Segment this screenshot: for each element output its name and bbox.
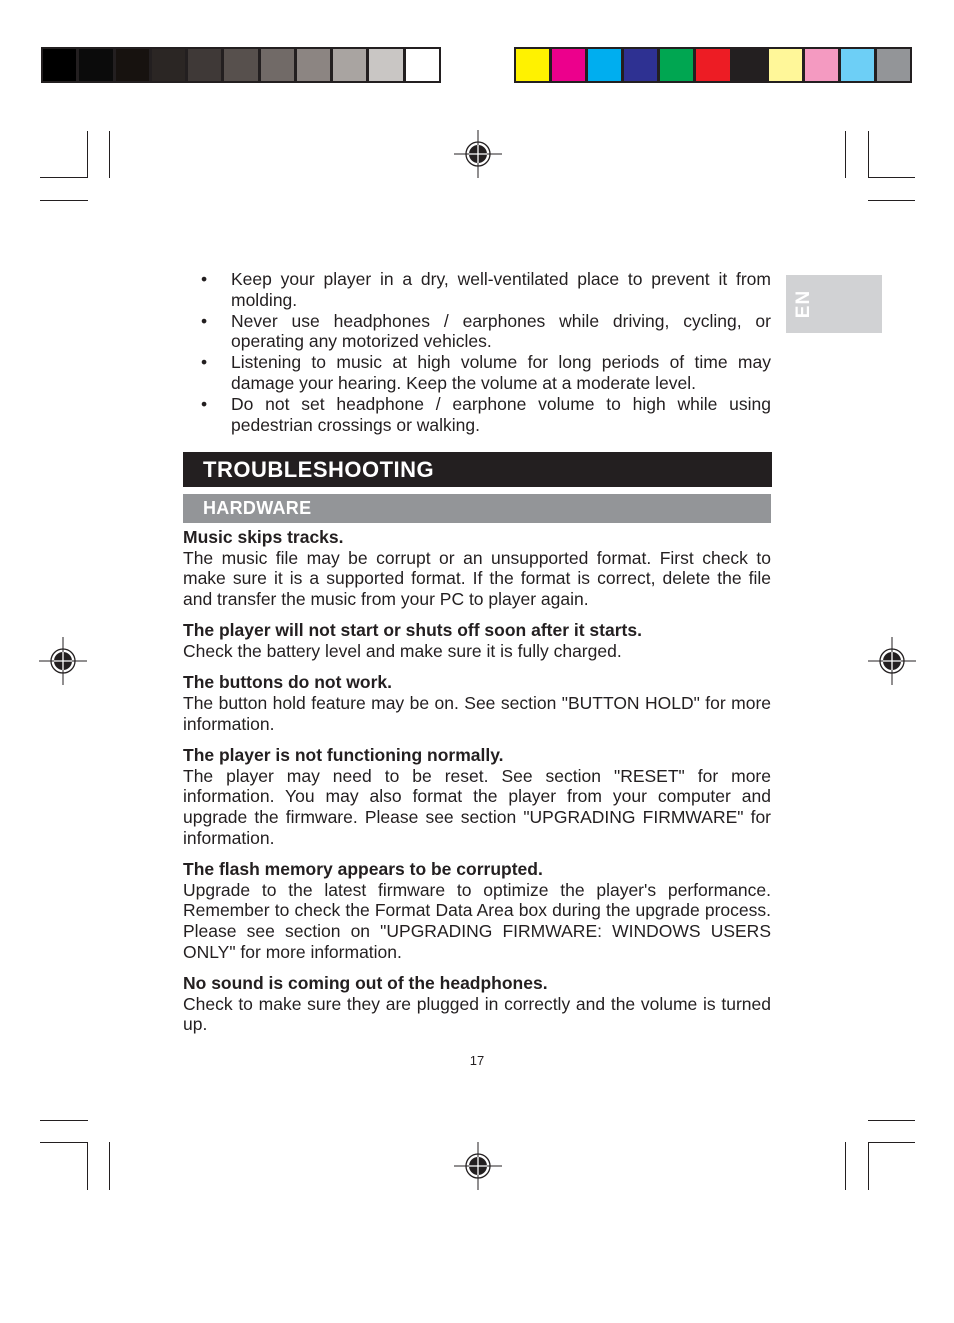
crop-mark [87, 131, 88, 178]
problem-heading: The buttons do not work. [183, 672, 393, 693]
crop-mark [868, 1120, 915, 1121]
crop-mark [868, 177, 915, 178]
color-swatch [152, 49, 185, 81]
color-swatch [116, 49, 149, 81]
troubleshooting-item [183, 527, 771, 610]
crop-mark [40, 177, 88, 178]
registration-mark-icon [39, 637, 87, 685]
crop-mark [87, 1142, 88, 1190]
subsection-title: HARDWARE [183, 494, 771, 523]
solution-text: The button hold feature may be on. See section "BUTTON HOLD" for more information. [183, 692, 771, 734]
grayscale-calibration-bar [41, 47, 441, 83]
color-swatch [516, 49, 549, 81]
color-swatch [660, 49, 693, 81]
problem-heading: The player is not functioning normally. [183, 744, 504, 765]
color-swatch [369, 49, 402, 81]
color-swatch [224, 49, 257, 81]
troubleshooting-item [183, 745, 771, 849]
crop-mark [40, 200, 88, 201]
solution-text: The player may need to be reset. See section "RESET" for more information. You may also format the player from your computer and upgrade the firmware. Please see section "UPGRADING FIRMWARE" for information. [183, 765, 771, 848]
page-number: 17 [469, 1053, 485, 1068]
color-swatch [877, 49, 910, 81]
color-swatch [696, 49, 729, 81]
problem-heading: No sound is coming out of the headphones. [183, 972, 548, 993]
problem-heading: The player will not start or shuts off soon after it starts. [183, 620, 642, 641]
color-swatch [733, 49, 766, 81]
color-swatch [805, 49, 838, 81]
color-swatch [333, 49, 366, 81]
registration-mark-icon [454, 130, 502, 178]
color-swatch [188, 49, 221, 81]
color-swatch [769, 49, 802, 81]
color-swatch [261, 49, 294, 81]
language-tab [786, 275, 882, 333]
crop-mark [868, 1142, 915, 1143]
color-swatch [624, 49, 657, 81]
problem-heading: The flash memory appears to be corrupted. [183, 858, 543, 879]
color-swatch [552, 49, 585, 81]
crop-mark [109, 1142, 110, 1190]
color-swatch [297, 49, 330, 81]
color-swatch [841, 49, 874, 81]
registration-mark-icon [868, 637, 916, 685]
list-item: • Listening to music at high volume for long periods of time may damage your hearing. Keep the volume at a moderate level. [196, 352, 771, 394]
list-item: • Never use headphones / earphones while driving, cycling, or operating any motorized vehicles. [196, 311, 771, 353]
list-item: • Keep your player in a dry, well-ventilated place to prevent it from molding. [196, 269, 771, 311]
crop-mark [40, 1142, 88, 1143]
troubleshooting-item [183, 973, 771, 1035]
solution-text: Check to make sure they are plugged in correctly and the volume is turned up. [183, 993, 771, 1035]
solution-text: Check the battery level and make sure it is fully charged. [183, 641, 622, 662]
crop-mark [40, 1120, 88, 1121]
solution-text: The music file may be corrupt or an unsupported format. First check to make sure it is a supported format. If the format is correct, delete the file and transfer the music from your PC to player again. [183, 547, 771, 610]
language-tab-label: EN [793, 289, 814, 319]
registration-mark-icon [454, 1142, 502, 1190]
crop-mark [845, 1142, 846, 1190]
solution-text: Upgrade to the latest firmware to optimize the player's performance. Remember to check the Format Data Area box during the upgrade process. Please see section on "UPGRADING FIRMWARE: WINDOWS USERS ONLY" for more information. [183, 879, 771, 962]
color-swatch [406, 49, 439, 81]
problem-heading: Music skips tracks. [183, 527, 344, 547]
safety-bullet-list [196, 269, 771, 435]
crop-mark [845, 131, 846, 178]
crop-mark [868, 1142, 869, 1190]
crop-mark [868, 200, 915, 201]
crop-mark [868, 131, 869, 178]
troubleshooting-item [183, 859, 771, 963]
troubleshooting-item [183, 620, 771, 661]
color-swatch [43, 49, 76, 81]
crop-mark [109, 131, 110, 178]
color-swatch [588, 49, 621, 81]
troubleshooting-list [183, 527, 771, 1045]
color-swatch [79, 49, 112, 81]
color-calibration-bar [514, 47, 912, 83]
section-title: TROUBLESHOOTING [183, 452, 772, 487]
list-item: • Do not set headphone / earphone volume to high while using pedestrian crossings or walking. [196, 394, 771, 436]
troubleshooting-item [183, 672, 771, 734]
